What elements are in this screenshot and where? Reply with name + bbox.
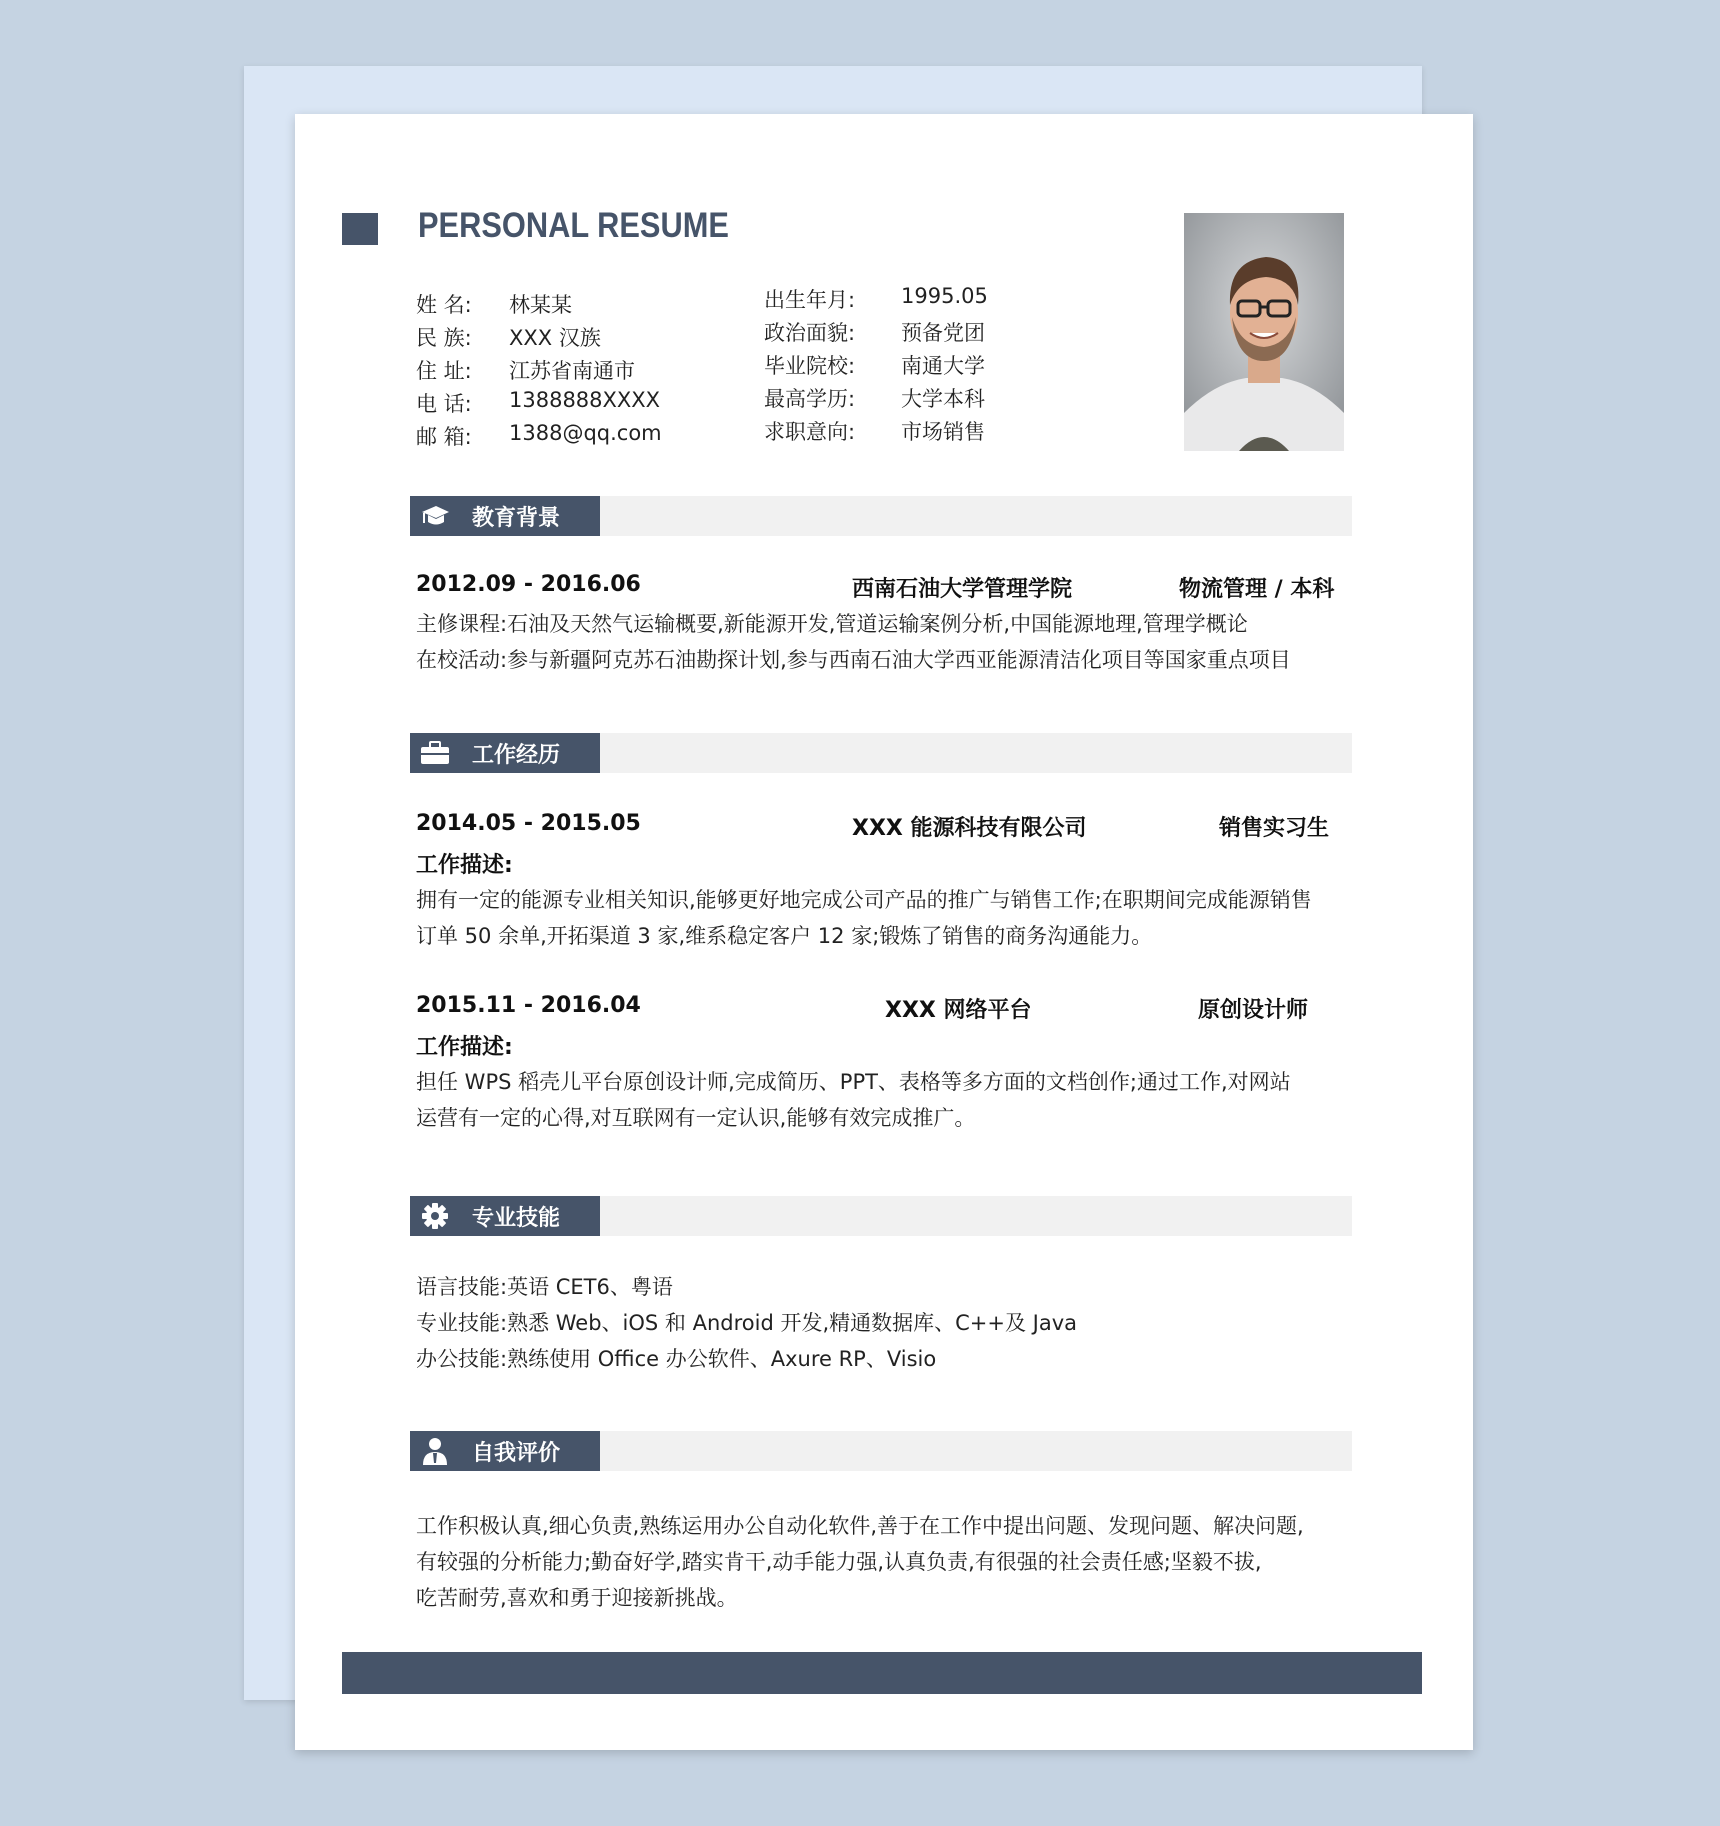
education-tab (410, 496, 600, 536)
info-label: 住 址: (416, 359, 472, 383)
job-position: 销售实习生 (1219, 816, 1330, 841)
self-eval-tab (410, 1431, 600, 1471)
info-value: 市场销售 (901, 420, 985, 444)
info-label: 电 话: (416, 392, 472, 416)
info-label: 政治面貌: (764, 321, 856, 345)
info-label: 姓 名: (416, 293, 472, 317)
info-label: 最高学历: (764, 387, 856, 411)
skill-line: 办公技能:熟练使用 Office 办公软件、Axure RP、Visio (416, 1347, 937, 1371)
job-period: 2015.11 - 2016.04 (416, 993, 641, 1018)
info-label: 出生年月: (764, 288, 856, 312)
education-courses: 主修课程:石油及天然气运输概要,新能源开发,管道运输案例分析,中国能源地理,管理学概论 (416, 612, 1248, 636)
job-position: 原创设计师 (1198, 998, 1309, 1023)
job-period: 2014.05 - 2015.05 (416, 811, 641, 836)
self-eval-line: 吃苦耐劳,喜欢和勇于迎接新挑战。 (416, 1586, 738, 1610)
info-row (764, 317, 988, 350)
info-row (764, 350, 988, 383)
info-row (764, 383, 988, 416)
resume-page (295, 114, 1473, 1750)
info-value: 江苏省南通市 (509, 359, 635, 383)
gear-icon (420, 1201, 450, 1231)
skill-line: 语言技能:英语 CET6、粤语 (416, 1275, 673, 1299)
section-title: 自我评价 (472, 1440, 561, 1466)
section-title: 专业技能 (472, 1205, 561, 1231)
info-value: 1995.05 (901, 284, 988, 308)
skills-section-header (410, 1196, 1352, 1236)
info-value: 1388@qq.com (509, 421, 662, 445)
section-title: 工作经历 (472, 742, 561, 768)
education-school: 西南石油大学管理学院 (852, 577, 1073, 602)
info-value: 1388888XXXX (509, 388, 661, 412)
info-right (764, 284, 988, 449)
job-desc-line: 拥有一定的能源专业相关知识,能够更好地完成公司产品的推广与销售工作;在职期间完成能源销售 (416, 888, 1312, 912)
info-row (416, 388, 662, 421)
info-value: 南通大学 (901, 354, 985, 378)
info-value: 预备党团 (901, 321, 985, 345)
info-row (416, 289, 662, 322)
job-company: XXX 能源科技有限公司 (852, 816, 1087, 841)
info-row (416, 421, 662, 454)
section-title: 教育背景 (472, 505, 561, 531)
self-eval-line: 工作积极认真,细心负责,熟练运用办公自动化软件,善于在工作中提出问题、发现问题、解决问题, (416, 1514, 1304, 1538)
self-eval-line: 有较强的分析能力;勤奋好学,踏实肯干,动手能力强,认真负责,有很强的社会责任感;坚毅不拔, (416, 1550, 1262, 1574)
info-label: 毕业院校: (764, 354, 856, 378)
info-label: 邮 箱: (416, 425, 472, 449)
education-period: 2012.09 - 2016.06 (416, 572, 641, 597)
job-desc-line: 运营有一定的心得,对互联网有一定认识,能够有效完成推广。 (416, 1106, 976, 1130)
education-activities: 在校活动:参与新疆阿克苏石油勘探计划,参与西南石油大学西亚能源清洁化项目等国家重点项目 (416, 648, 1291, 672)
skill-line: 专业技能:熟悉 Web、iOS 和 Android 开发,精通数据库、C++及 Java (416, 1311, 1078, 1335)
info-value: 大学本科 (901, 387, 985, 411)
graduation-cap-icon (420, 501, 450, 531)
job-desc-label: 工作描述: (416, 853, 513, 878)
info-value: XXX 汉族 (509, 326, 601, 350)
job-company: XXX 网络平台 (885, 998, 1032, 1023)
info-label: 民 族: (416, 326, 472, 350)
job-desc-line: 担任 WPS 稻壳儿平台原创设计师,完成简历、PPT、表格等多方面的文档创作;通过工作,对网站 (416, 1070, 1291, 1094)
info-row (416, 355, 662, 388)
job-desc-label: 工作描述: (416, 1035, 513, 1060)
self-eval-section-header (410, 1431, 1352, 1471)
work-tab (410, 733, 600, 773)
info-row (416, 322, 662, 355)
job-desc-line: 订单 50 余单,开拓渠道 3 家,维系稳定客户 12 家;锻炼了销售的商务沟通能力。 (416, 924, 1153, 948)
work-section-header (410, 733, 1352, 773)
briefcase-icon (420, 738, 450, 768)
footer-bar (342, 1652, 1422, 1694)
info-label: 求职意向: (764, 420, 856, 444)
education-section-header (410, 496, 1352, 536)
profile-photo (1184, 213, 1344, 451)
skills-tab (410, 1196, 600, 1236)
info-row (764, 416, 988, 449)
info-value: 林某某 (509, 293, 572, 317)
page-title: PERSONAL RESUME (418, 206, 729, 245)
info-row (764, 284, 988, 317)
education-major: 物流管理 / 本科 (1179, 577, 1335, 602)
person-icon (420, 1436, 450, 1466)
portrait-illustration (1184, 213, 1344, 451)
title-square (342, 213, 378, 245)
info-left (416, 289, 662, 454)
